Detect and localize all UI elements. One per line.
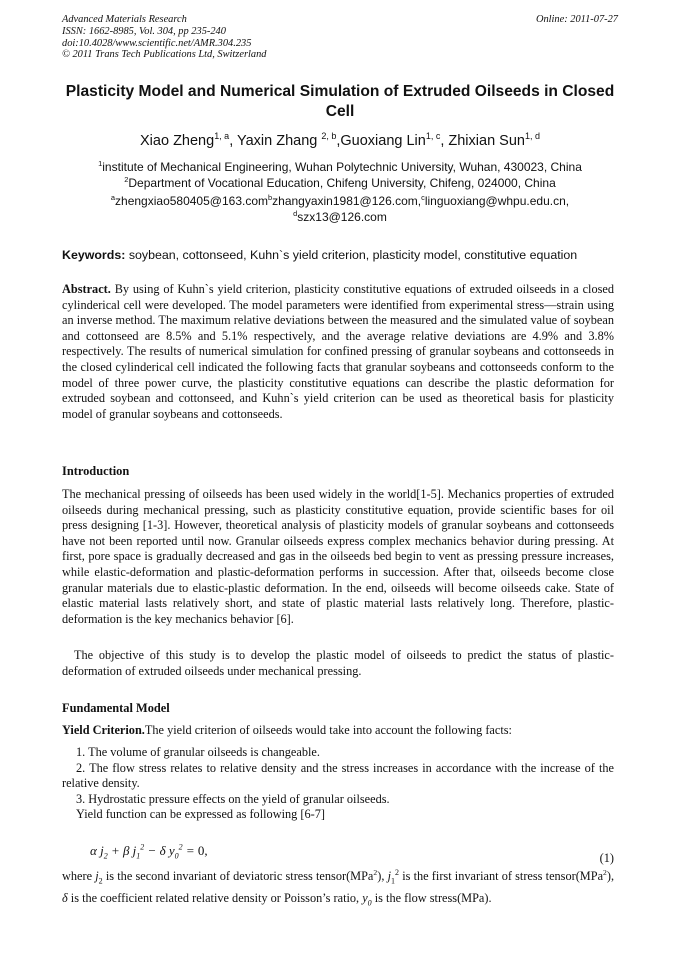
where-text: is the second invariant of deviatoric stress tensor(MPa <box>105 869 374 883</box>
email-link[interactable]: zhangyaxin1981@126.com, <box>272 194 422 208</box>
intro-paragraph-2: The objective of this study is to develop the plastic model of oilseeds to predict the status of plastic-deformation of extruded oilseeds under mechanical pressing. <box>62 648 614 678</box>
paper-title: Plasticity Model and Numerical Simulation of Extruded Oilseeds in Closed Cell <box>65 83 615 120</box>
keywords <box>62 247 618 263</box>
author-name: Guoxiang Lin <box>340 133 426 149</box>
journal-name: Advanced Materials Research <box>62 14 187 25</box>
affiliation-2 <box>62 176 618 192</box>
affiliation-sup: 1 <box>98 159 103 168</box>
email-sup: b <box>268 193 273 202</box>
email-sup: d <box>293 208 298 218</box>
issn-line: ISSN: 1662-8985, Vol. 304, pp 235-240 <box>62 25 226 37</box>
abstract <box>62 282 614 422</box>
email-link[interactable]: szx13@126.com <box>297 209 387 224</box>
author-list: Xiao Zheng$^{1, a}$, Yaxin Zhang $^{2, b}$,Guoxiang Lin$^{1, c}$, Zhixian Sun$^{1, d}$ <box>140 131 540 149</box>
yield-criterion-paragraph <box>62 723 614 739</box>
affiliation-1 <box>62 160 618 176</box>
equation-explanation: where $j_2$ is the second invariant of deviatoric stress tensor(MPa$^2$), $j_1^2$ is the first invariant of stress tensor(MPa$^2$), δ is the coefficient related relative density or Poisson’s ratio, $y_0$ is the flow stress(MPa). <box>62 867 615 908</box>
affiliations <box>62 160 618 191</box>
author-sup: 1, d <box>524 131 540 142</box>
copyright-line: © 2011 Trans Tech Publications Ltd, Switzerland <box>62 49 267 61</box>
author-name: Xiao Zheng <box>140 133 215 149</box>
author-name: Zhixian Sun <box>448 133 525 149</box>
yield-criterion-label: Yield Criterion. <box>62 723 145 737</box>
abstract-text: By using of Kuhn`s yield criterion, plasticity constitutive equations of extruded oilseeds in a closed cylinderical cell were developed. The model parameters were identified from experimental stress—strain using an inverse method. The maximum relative deviations between the measured and the simulated value of soybean and cottonseed are 8.5% and 5.1% respectively, and the average relative deviations are 4.9% and 3.8% respectively. The results of numerical simulation for confined pressing of granular soybeans and cottonseeds in the closed cylinderical cell indicated the following facts that granular soybeans and cottonseeds conform to the model of three power curve, the plasticity constitutive equations can describe the plastic deformation for extruded soybean and cottonseed, and Kuhn`s yield criterion can be used as theoretical basis for plasticity model of granular soybeans and cottonseeds. <box>62 282 614 421</box>
affiliation-text: institute of Mechanical Engineering, Wuhan Polytechnic University, Wuhan, 430023, China <box>102 160 582 174</box>
online-date: Online: 2011-07-27 <box>535 14 618 25</box>
author-sup: 1, a <box>214 131 230 142</box>
where-text: where <box>62 869 93 883</box>
section-heading-model: Fundamental Model <box>62 701 170 715</box>
affiliation-sup: 2 <box>124 174 129 184</box>
list-item: 2. The flow stress relates to relative density and the stress increases in accordance with the increase of the relative density. <box>62 760 614 791</box>
email-link[interactable]: linguoxiang@whpu.edu.cn, <box>424 194 570 208</box>
doi-line: doi:10.4028/www.scientific.net/AMR.304.235 <box>62 37 252 49</box>
list-item: 3. Hydrostatic pressure effects on the yield of granular oilseeds. <box>76 791 390 806</box>
running-header <box>62 14 618 61</box>
criteria-list <box>62 745 614 823</box>
author-sup: 2, b <box>321 131 337 142</box>
author-sup: 1, c <box>425 131 441 142</box>
affiliation-text: Department of Vocational Education, Chifeng University, Chifeng, 024000, China <box>128 175 556 190</box>
equation-number: (1) <box>599 851 614 865</box>
author-name: Yaxin Zhang <box>236 133 318 149</box>
list-item: 1. The volume of granular oilseeds is changeable. <box>76 745 320 759</box>
equation-1: α $j_2 + \beta$ $j_1^2 - \delta$ $y_0^2 = 0$, <box>90 842 208 861</box>
keywords-label: Keywords: <box>62 248 126 262</box>
email-list <box>62 194 618 225</box>
keywords-text: soybean, cottonseed, Kuhn`s yield criterion, plasticity model, constitutive equation <box>128 248 578 262</box>
email-sup: c <box>421 193 425 202</box>
abstract-label: Abstract. <box>62 282 111 296</box>
where-text: is the coefficient related relative density or Poisson’s ratio, <box>70 890 360 905</box>
email-link[interactable]: zhengxiao580405@163.com <box>115 194 268 208</box>
where-text: is the flow stress(MPa). <box>374 890 492 905</box>
email-sup: a <box>110 193 116 202</box>
yield-function-intro: Yield function can be expressed as following [6-7] <box>76 807 325 822</box>
section-heading-introduction: Introduction <box>62 464 130 478</box>
yield-criterion-text: The yield criterion of oilseeds would take into account the following facts: <box>144 723 512 737</box>
where-text: is the first invariant of stress tensor(MPa <box>402 869 604 883</box>
intro-paragraph-1: The mechanical pressing of oilseeds has been used widely in the world[1-5]. Mechanics properties of extruded oilseeds during mechanical pressing, such as plasticity constitutive equation, provide scientific bases for oil press designing [1-3]. However, theoretical analysis of plasticity models of granular soybeans and cottonseeds have not been reported until now. Granular oilseeds express complex mechanics behavior during pressing. At first, pore space is gradually decreased and gas in the oilseeds bed begin to vent as pressing pressure increases, while elastic-deformation and plastic-deformation performs in succession. After that, oilseeds become close granular materials due to elastic-plastic deformation. In the end, oilseeds will become oilseeds cake. State of elastic material lasts relatively short, and state of plastic material lasts relatively long. Therefore, plastic-deformation is the key mechanics behavior [6]. <box>62 487 614 626</box>
